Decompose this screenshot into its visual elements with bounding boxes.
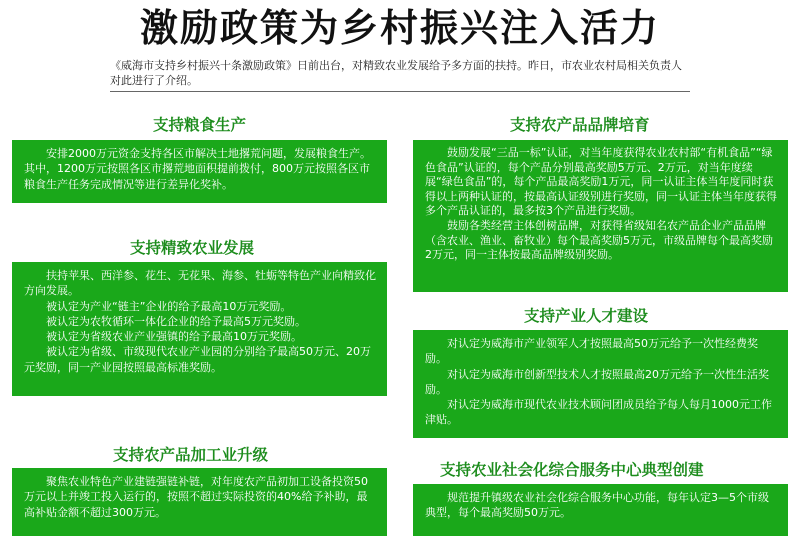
fine-para-4: 被认定为省级农业产业强镇的给予最高10万元奖励。	[46, 330, 302, 344]
grain-para-1: 安排2000万元资金支持各区市解决土地撂荒问题，发展粮食生产。其中，1200万元按照各区市撂荒地面积提前拨付，800万元按照各区市粮食生产任务完成情况等进行差异化奖补。	[24, 147, 371, 191]
talent-para-1: 对认定为威海市产业领军人才按照最高50万元给予一次性经费奖励。	[425, 337, 758, 366]
section-box-fine	[12, 262, 387, 396]
service-para-1: 规范提升镇级农业社会化综合服务中心功能，每年认定3—5个市级典型，每个最高奖励50万元。	[425, 491, 769, 520]
section-box-processing	[12, 468, 387, 536]
section-box-talent	[413, 330, 788, 438]
brand-para-1: 鼓励发展“三品一标”认证，对当年度获得农业农村部“有机食品”“绿色食品”认证的，每个产品分别最高奖励5万元、2万元，对当年度续展“绿色食品”的，每个产品最高奖励1万元，同一认证主体当年度同时获得以上两种认证的，按最高认证级别进行奖励，同一认证主体当年度获得多个产品认证的，最多按3个产品进行奖励。	[425, 146, 777, 218]
fine-para-1: 扶持苹果、西洋参、花生、无花果、海参、牡蛎等特色产业向精致化方向发展。	[24, 269, 376, 298]
section-title-grain: 支持粮食生产	[153, 116, 247, 134]
section-box-service	[413, 484, 788, 536]
page-title: 激励政策为乡村振兴注入活力	[139, 6, 660, 50]
section-title-talent: 支持产业人才建设	[524, 307, 649, 325]
section-box-brand	[413, 140, 788, 292]
section-title-processing: 支持农产品加工业升级	[113, 446, 269, 464]
section-title-brand: 支持农产品品牌培育	[510, 116, 650, 134]
talent-para-2: 对认定为威海市创新型技术人才按照最高20万元给予一次性生活奖励。	[425, 367, 769, 396]
fine-para-2: 被认定为产业“链主”企业的给予最高10万元奖励。	[46, 299, 292, 313]
section-box-grain	[12, 140, 387, 203]
processing-para-1: 聚焦农业特色产业建链强链补链，对年度农产品初加工设备投资50万元以上并竣工投入运行的，按照不超过实际投资的40%给予补助，最高补贴金额不超过300万元。	[24, 475, 368, 519]
section-title-fine: 支持精致农业发展	[130, 239, 255, 257]
fine-para-5: 被认定为省级、市级现代农业产业园的分别给予最高50万元、20万元奖励，同一产业园按照最高标准奖励。	[24, 345, 371, 374]
fine-para-3: 被认定为农牧循环一体化企业的给予最高5万元奖励。	[46, 314, 306, 328]
brand-para-2: 鼓励各类经营主体创树品牌，对获得省级知名农产品企业产品品牌（含农业、渔业、畜牧业）每个最高奖励5万元，市级品牌每个最高奖励2万元，同一主体按最高品牌级别奖励。	[425, 218, 773, 262]
section-title-service: 支持农业社会化综合服务中心典型创建	[440, 461, 704, 479]
talent-para-3: 对认定为威海市现代农业技术顾问团成员给予每人每月1000元工作津贴。	[425, 398, 772, 427]
intro-text: 《威海市支持乡村振兴十条激励政策》日前出台，对精致农业发展给予多方面的扶持。昨日，市农业农村局相关负责人对此进行了介绍。	[110, 58, 690, 92]
